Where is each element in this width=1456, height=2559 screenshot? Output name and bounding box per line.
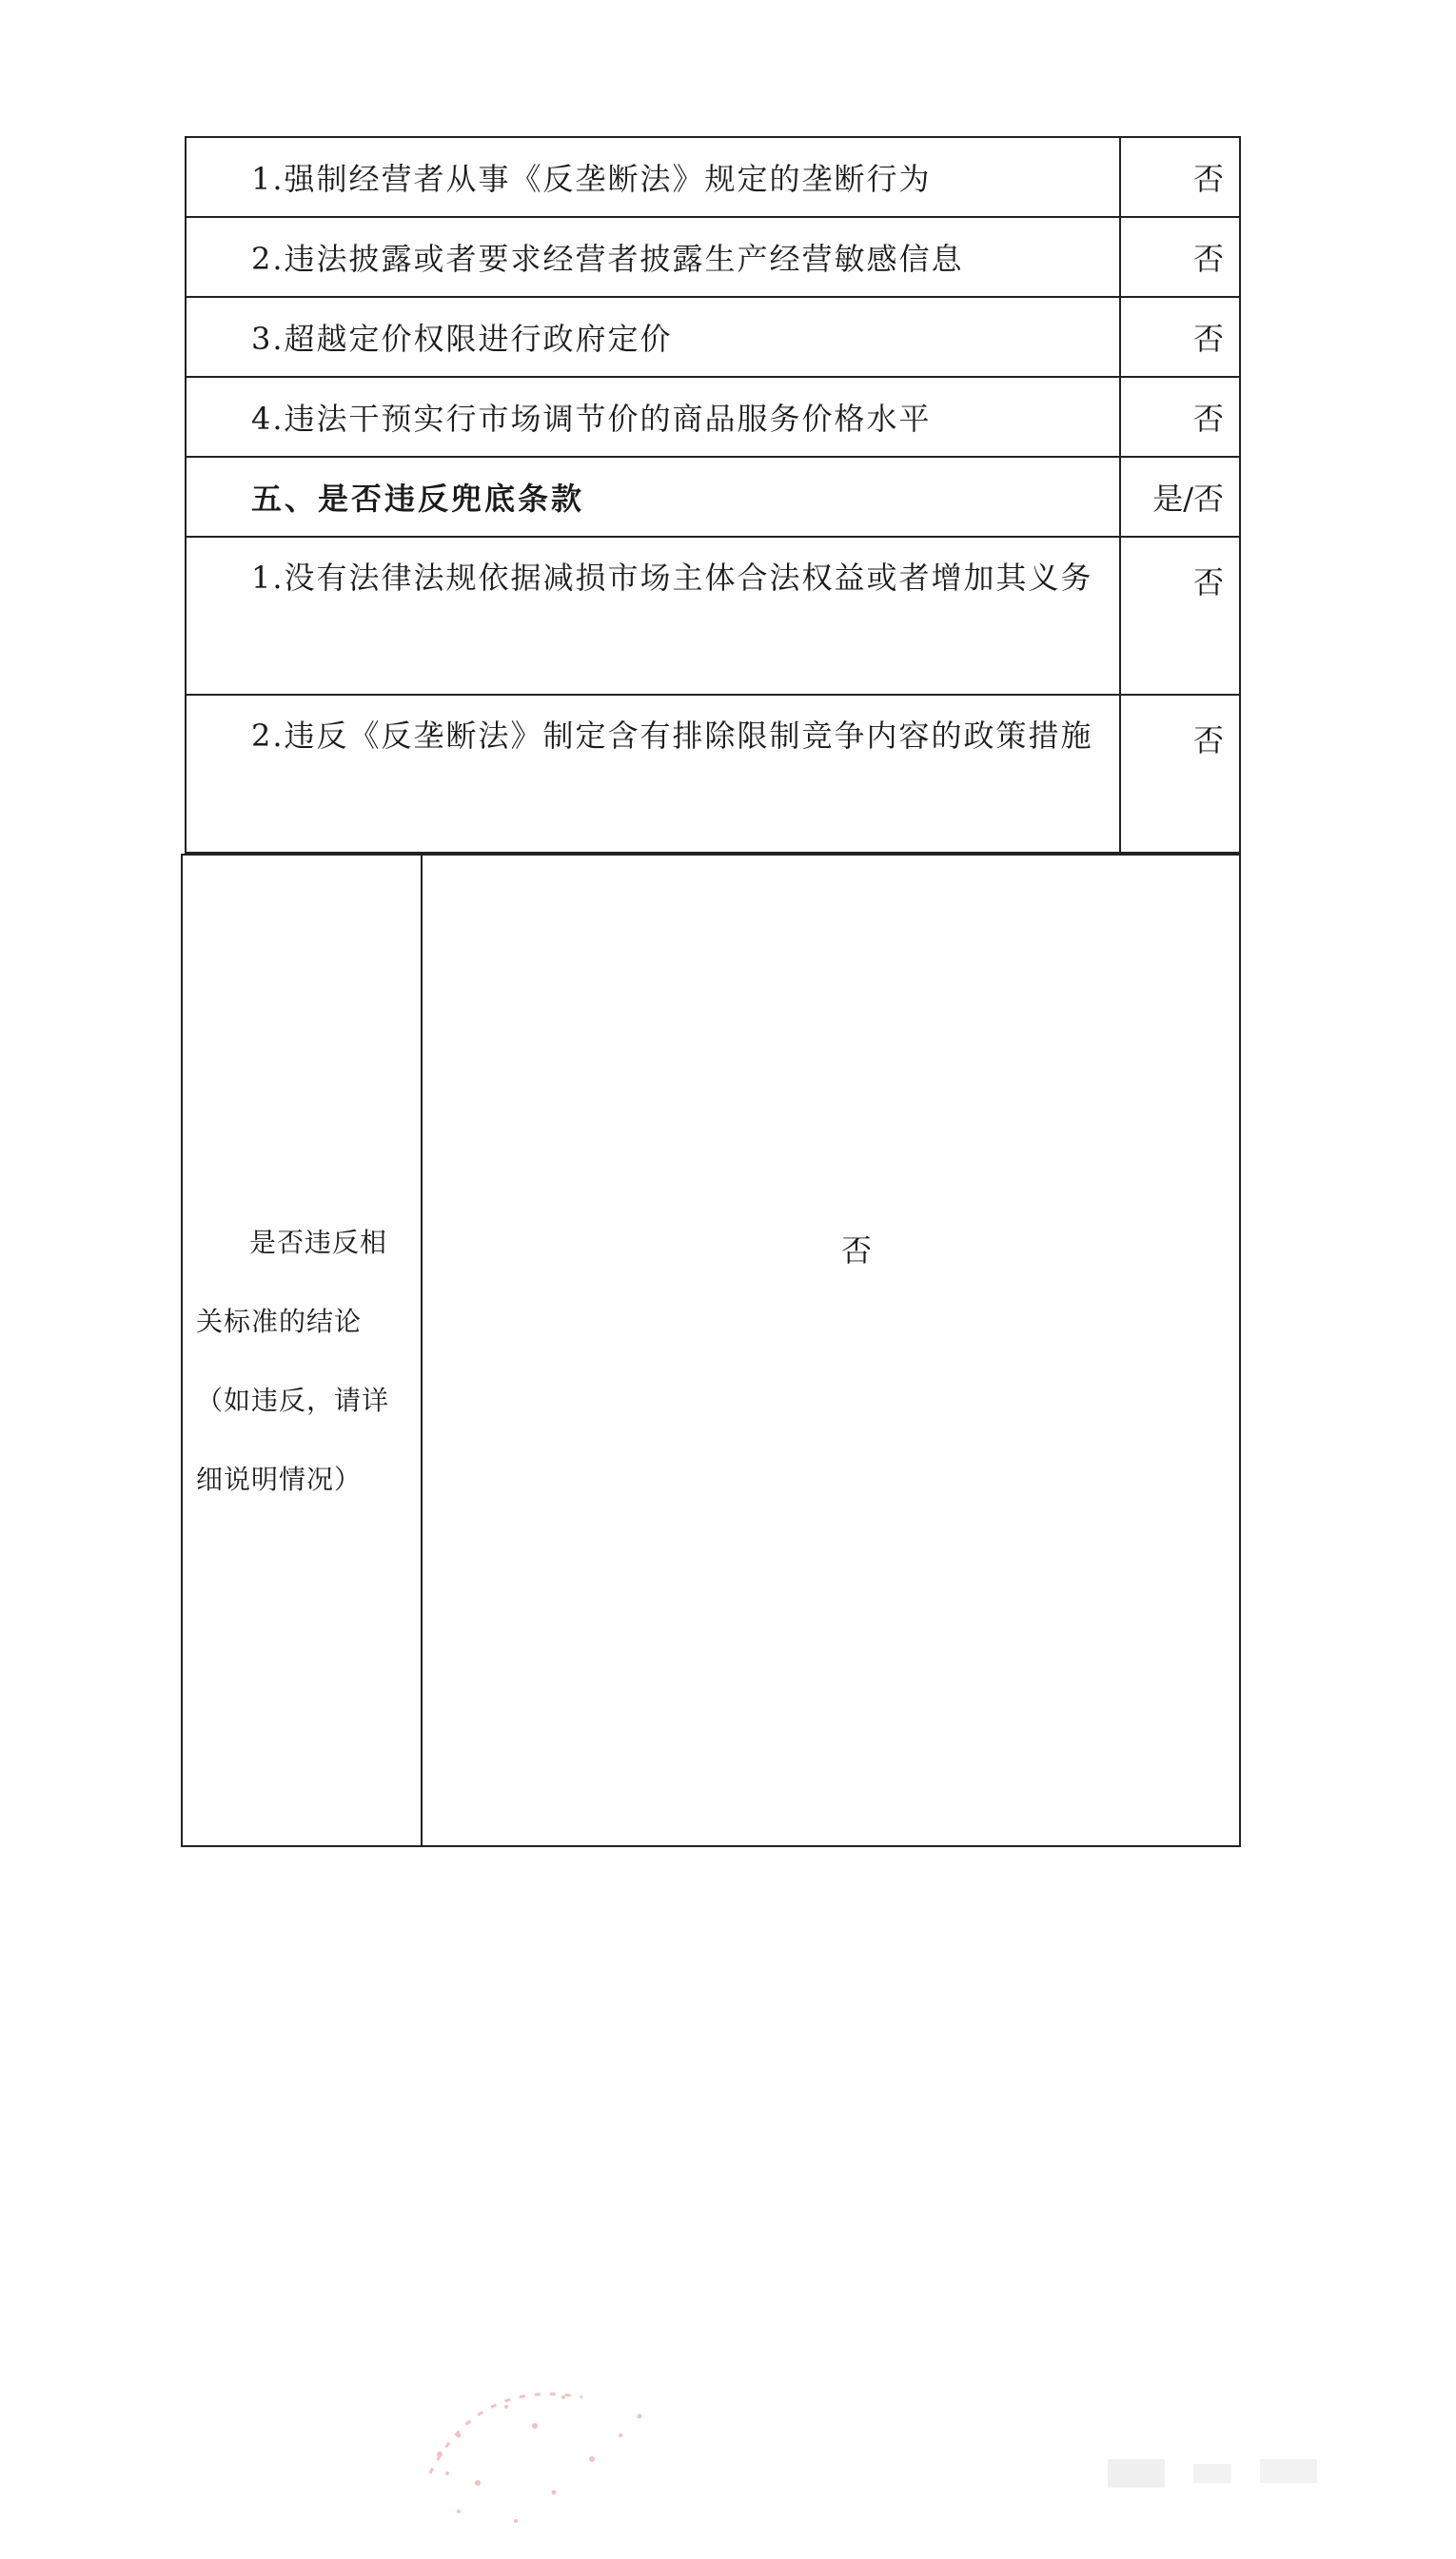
table-row <box>187 378 1239 458</box>
conclusion-box <box>181 854 1241 1847</box>
row-answer: 否 <box>1192 241 1224 277</box>
row-answer: 否 <box>1192 401 1224 437</box>
section-heading-row <box>187 458 1239 538</box>
conclusion-value: 否 <box>841 1232 873 1269</box>
section-answer-header: 是/否 <box>1152 481 1224 517</box>
table-row <box>187 696 1239 854</box>
table-row <box>187 218 1239 298</box>
row-item-text: 3.超越定价权限进行政府定价 <box>187 298 1121 376</box>
row-answer: 否 <box>1192 161 1224 197</box>
row-item-text: 2.违法披露或者要求经营者披露生产经营敏感信息 <box>187 218 1121 296</box>
section-heading: 五、是否违反兜底条款 <box>187 458 1121 536</box>
table-row <box>187 138 1239 218</box>
row-answer: 否 <box>1192 564 1224 600</box>
row-answer: 否 <box>1192 722 1224 758</box>
conclusion-label: 是否违反相关标准的结论（如违反，请详细说明情况） <box>196 1227 390 1495</box>
conclusion-value-cell <box>423 856 1239 1845</box>
review-table <box>185 136 1241 854</box>
row-item-text: 2.违反《反垄断法》制定含有排除限制竞争内容的政策措施 <box>187 696 1121 852</box>
table-row <box>187 298 1239 378</box>
official-seal-remnant <box>421 2369 725 2559</box>
table-row <box>187 538 1239 696</box>
row-item-text: 1.强制经营者从事《反垄断法》规定的垄断行为 <box>187 138 1121 216</box>
faint-bleedthrough-mark <box>1108 2431 1393 2516</box>
row-item-text: 4.违法干预实行市场调节价的商品服务价格水平 <box>187 378 1121 456</box>
conclusion-label-cell <box>183 856 423 1845</box>
row-item-text: 1.没有法律法规依据减损市场主体合法权益或者增加其义务 <box>187 538 1121 694</box>
row-answer: 否 <box>1192 321 1224 357</box>
